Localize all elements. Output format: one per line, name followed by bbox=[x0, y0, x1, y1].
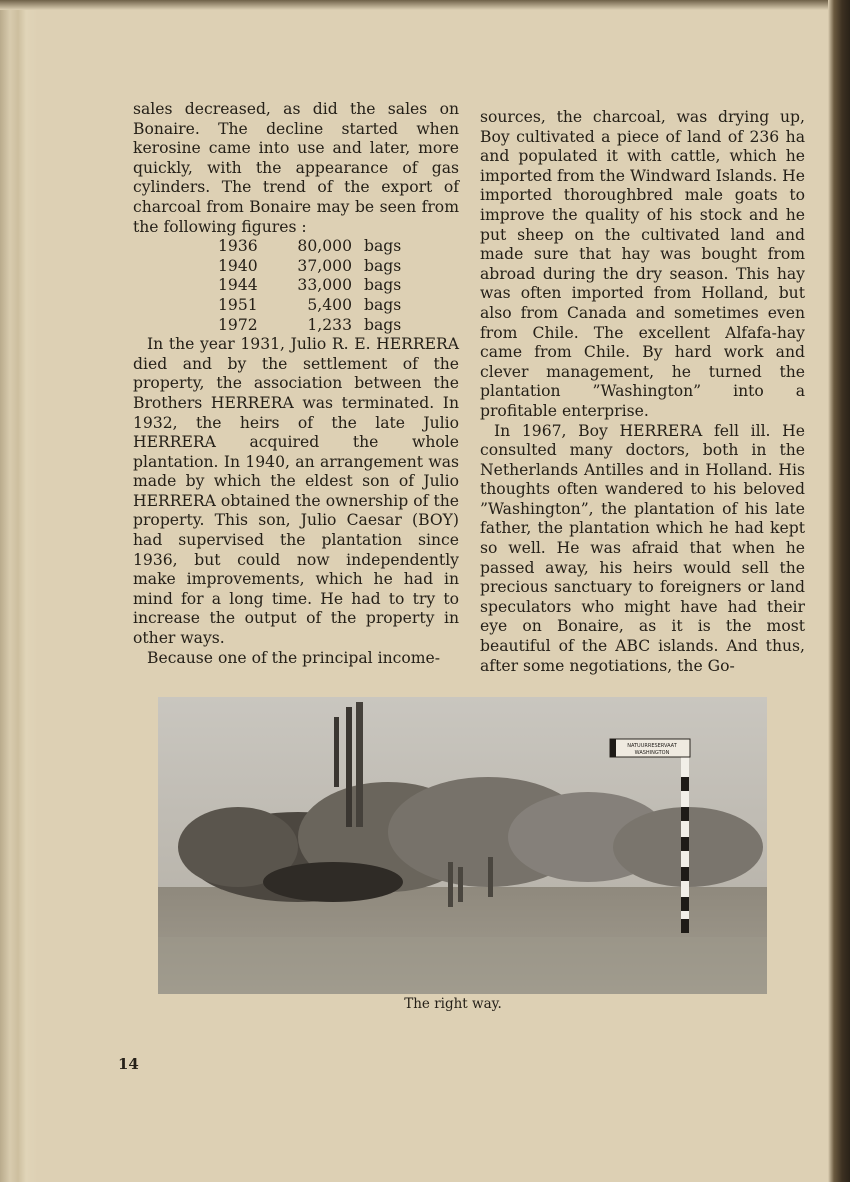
table-row bbox=[218, 296, 401, 316]
left-text-column bbox=[133, 100, 459, 668]
year-cell: 1951 bbox=[218, 295, 258, 314]
year-cell: 1944 bbox=[218, 276, 258, 295]
year-cell: 1940 bbox=[218, 256, 258, 275]
amount-cell: 80,000 bbox=[297, 237, 352, 256]
unit-cell: bags bbox=[364, 256, 402, 275]
amount-cell: 37,000 bbox=[297, 256, 352, 275]
year-cell: 1936 bbox=[218, 237, 258, 256]
paragraph: sales decreased, as did the sales on Bonaire. The decline started when kerosine came into use and later, more quickly, with the appearance of gas cylinders. The trend of the export of charcoal from Bonaire may be seen from the following figures : bbox=[133, 100, 459, 236]
photo-caption: The right way. bbox=[404, 996, 502, 1012]
right-text-column bbox=[480, 108, 805, 676]
unit-cell: bags bbox=[364, 237, 402, 256]
book-spine-shadow bbox=[828, 0, 850, 1182]
unit-cell: bags bbox=[364, 315, 402, 334]
sign-text-line1: NATUURRESERVAAT bbox=[627, 743, 677, 749]
amount-cell: 1,233 bbox=[307, 315, 352, 334]
table-row bbox=[218, 237, 401, 257]
amount-cell: 33,000 bbox=[297, 276, 352, 295]
table-row bbox=[218, 276, 401, 296]
landscape-photo bbox=[158, 697, 767, 994]
page-edge-top bbox=[0, 0, 850, 10]
photo-illustration bbox=[158, 697, 767, 994]
page-edge-left bbox=[0, 0, 38, 1182]
table-row bbox=[218, 316, 401, 336]
charcoal-export-table bbox=[218, 237, 401, 335]
paragraph: In 1967, Boy HERRERA fell ill. He consulted many doctors, both in the Netherlands Antilles and in Holland. His thoughts often wandered to his beloved ”Washington”, the plantation of his late father, the plantation which he had kept so well. He was afraid that when he passed away, his heirs would sell the precious sanctuary to foreigners or land speculators who might have had their eye on Bonaire, as it is the most beautiful of the ABC islands. And thus, after some negotiations, the Go- bbox=[480, 421, 805, 675]
table-row bbox=[218, 257, 401, 277]
paragraph: sources, the charcoal, was drying up, Boy cultivated a piece of land of 236 ha and populated it with cattle, which he imported from the Windward Islands. He imported thoroughbred male goats to improve the quality of his stock and he put sheep on the cultivated land and made sure that hay was bought from abroad during the dry season. This hay was often imported from Holland, but also from Canada and sometimes even from Chile. The excellent Alfafa-hay came from Chile. By hard work and clever management, he turned the plantation ”Washington” into a profitable enterprise. bbox=[480, 108, 805, 420]
paragraph: Because one of the principal income- bbox=[147, 648, 441, 667]
sign-text-line2: WASHINGTON bbox=[634, 750, 670, 756]
year-cell: 1972 bbox=[218, 315, 258, 334]
unit-cell: bags bbox=[364, 295, 402, 314]
page-number: 14 bbox=[118, 1055, 139, 1073]
unit-cell: bags bbox=[364, 276, 402, 295]
amount-cell: 5,400 bbox=[307, 295, 352, 314]
paragraph: In the year 1931, Julio R. E. HERRERA died and by the settlement of the property, the association between the Brothers HERRERA was terminated. In 1932, the heirs of the late Julio HERRERA acquired the whole plantation. In 1940, an arrangement was made by which the eldest son of Julio HERRERA obtained the ownership of the property. This son, Julio Caesar (BOY) had supervised the plantation since 1936, but could now independently make improvements, which he had in mind for a long time. He had to try to increase the output of the property in other ways. bbox=[133, 335, 459, 648]
